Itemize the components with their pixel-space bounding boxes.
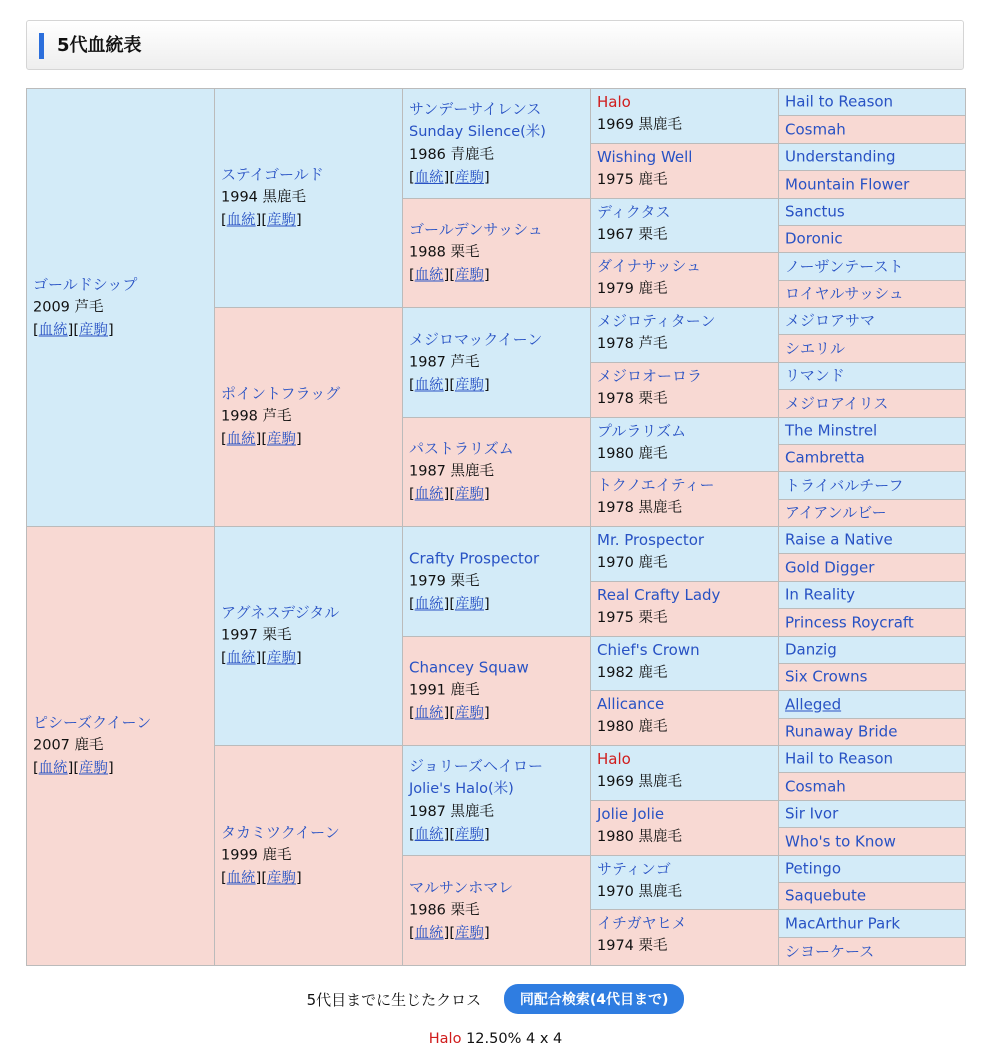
pedigree-cell-gen4 — [591, 746, 779, 801]
cell-content — [779, 639, 965, 662]
horse-birth-year-color: 1997 栗毛 — [221, 627, 292, 644]
cell-content — [779, 283, 965, 306]
cell-content — [403, 98, 590, 190]
cell-content — [779, 775, 965, 798]
cell-content — [215, 383, 402, 452]
bloodline-link[interactable]: 血統 — [414, 596, 444, 612]
offspring-link[interactable]: 産駒 — [267, 870, 296, 886]
bloodline-link[interactable]: 血統 — [226, 431, 256, 448]
cell-content — [591, 856, 778, 904]
cell-content — [779, 255, 965, 278]
cell-content — [779, 447, 965, 470]
cell-content — [591, 472, 778, 520]
cell-content — [779, 556, 965, 579]
cell-content — [779, 502, 965, 525]
offspring-link[interactable]: 産駒 — [455, 377, 484, 393]
offspring-link[interactable]: 産駒 — [267, 212, 296, 229]
horse-links: [血統][産駒] — [221, 212, 302, 229]
horse-name-link[interactable]: Allicance — [597, 695, 665, 713]
bloodline-link[interactable]: 血統 — [226, 870, 256, 886]
horse-name-link[interactable]: Runaway Bride — [785, 722, 898, 741]
horse-birth-year-color: 1979 栗毛 — [409, 573, 480, 589]
pedigree-table — [26, 88, 966, 966]
pedigree-cell-gen3 — [403, 308, 591, 418]
pedigree-cell-gen5 — [779, 664, 965, 691]
horse-name-link[interactable]: サティンゴ — [597, 860, 671, 878]
cell-content — [779, 228, 965, 251]
horse-name-link[interactable]: トクノエイティー — [597, 476, 715, 494]
bloodline-link[interactable]: 血統 — [414, 486, 444, 503]
horse-name-link[interactable]: Cambretta — [785, 448, 865, 467]
pedigree-cell-gen5 — [779, 582, 965, 609]
cell-content — [779, 666, 965, 689]
horse-links: [血統][産駒] — [409, 596, 490, 612]
horse-name-link[interactable]: Six Crowns — [785, 667, 868, 686]
pedigree-cell-gen5 — [779, 335, 965, 363]
header-accent-bar — [39, 33, 44, 59]
horse-links: [血統][産駒] — [33, 760, 114, 777]
horse-birth-year-color: 1979 鹿毛 — [597, 281, 668, 297]
horse-name-link[interactable]: Chancey Squaw — [409, 658, 529, 677]
horse-birth-year-color: 1978 芦毛 — [597, 336, 668, 352]
pedigree-cell-gen5 — [779, 691, 965, 719]
horse-name-link[interactable]: アイアンルビー — [785, 503, 887, 522]
horse-birth-year-color: 1978 栗毛 — [597, 391, 668, 407]
pedigree-cell-gen2 — [215, 89, 403, 308]
pedigree-cell-gen1 — [27, 527, 215, 965]
horse-name-link[interactable]: Cosmah — [785, 777, 846, 795]
horse-birth-year-color: 1998 芦毛 — [221, 408, 292, 425]
horse-birth-year-color: 1986 栗毛 — [409, 902, 480, 918]
horse-name-link[interactable]: ダイナサッシュ — [597, 257, 702, 275]
horse-birth-year-color: 1987 黒鹿毛 — [409, 463, 495, 480]
horse-links: [血統][産駒] — [33, 322, 114, 338]
cross-pattern: 4 x 4 — [525, 1031, 563, 1047]
pedigree-cell-gen5 — [779, 773, 965, 801]
horse-birth-year-color: 1994 黒鹿毛 — [221, 189, 307, 206]
cell-content — [591, 144, 778, 192]
cell-content — [779, 803, 965, 826]
pedigree-cell-gen1 — [27, 89, 215, 527]
cell-content — [215, 821, 402, 890]
cell-content — [779, 173, 965, 196]
cell-content — [591, 582, 778, 630]
offspring-link[interactable]: 産駒 — [455, 705, 484, 722]
cell-content — [215, 164, 402, 233]
same-mating-search-button[interactable]: 同配合検索(4代目まで) — [504, 984, 685, 1014]
horse-birth-year-color: 1999 鹿毛 — [221, 847, 292, 863]
horse-name-link[interactable]: ステイゴールド — [221, 165, 324, 184]
bloodline-link[interactable]: 血統 — [414, 826, 444, 843]
pedigree-cell-gen5 — [779, 226, 965, 253]
pedigree-cell-gen5 — [779, 89, 965, 116]
pedigree-cell-gen2 — [215, 746, 403, 965]
horse-name-link[interactable]: Raise a Native — [785, 530, 893, 549]
horse-name-link[interactable]: メジロアサマ — [785, 311, 876, 330]
cell-content — [591, 199, 778, 247]
horse-birth-year-color: 1978 黒鹿毛 — [597, 500, 683, 516]
bloodline-link[interactable]: 血統 — [414, 267, 444, 284]
pedigree-cell-gen4 — [591, 910, 779, 965]
pedigree-cell-gen5 — [779, 856, 965, 883]
cell-content — [779, 721, 965, 744]
cell-content — [779, 146, 965, 169]
horse-birth-year-color: 1980 鹿毛 — [597, 719, 668, 735]
pedigree-cell-gen4 — [591, 801, 779, 856]
cell-content — [403, 438, 590, 507]
cell-content — [779, 529, 965, 552]
horse-name-link[interactable]: パストラリズム — [409, 439, 514, 458]
horse-name-link[interactable]: メジロオーロラ — [597, 367, 703, 385]
horse-name-link[interactable]: リマンド — [785, 366, 845, 385]
pedigree-cell-gen5 — [779, 171, 965, 199]
cell-content — [591, 363, 778, 411]
horse-name-link[interactable]: Sanctus — [785, 202, 845, 221]
pedigree-cell-gen5 — [779, 363, 965, 390]
horse-birth-year-color: 1975 栗毛 — [597, 610, 668, 626]
horse-name-link[interactable]: Cosmah — [785, 120, 846, 138]
pedigree-cell-gen3 — [403, 856, 591, 965]
cell-content — [779, 337, 965, 360]
pedigree-cell-gen5 — [779, 609, 965, 637]
bloodline-link[interactable]: 血統 — [226, 650, 256, 667]
horse-links: [血統][産駒] — [409, 826, 490, 843]
cell-content — [591, 418, 778, 466]
cell-content — [779, 912, 965, 935]
cell-content — [403, 547, 590, 616]
cell-content — [779, 201, 965, 224]
bloodline-link[interactable]: 血統 — [226, 212, 256, 229]
pedigree-cell-gen5 — [779, 801, 965, 828]
pedigree-cell-gen3 — [403, 527, 591, 637]
horse-name-link[interactable]: Danzig — [785, 640, 837, 659]
offspring-link[interactable]: 産駒 — [455, 267, 484, 284]
cross-label: 5代目までに生じたクロス — [306, 990, 482, 1009]
cross-entry — [0, 1031, 991, 1047]
horse-birth-year-color: 1980 黒鹿毛 — [597, 829, 683, 845]
horse-birth-year-color: 1980 鹿毛 — [597, 446, 668, 462]
cell-content — [779, 474, 965, 497]
horse-english-name-link[interactable]: Sunday Silence(米) — [409, 123, 546, 140]
horse-birth-year-color: 1969 黒鹿毛 — [597, 774, 683, 790]
horse-name-link[interactable]: ゴールドシップ — [33, 275, 138, 293]
cell-content — [403, 876, 590, 945]
horse-name-link[interactable]: Hail to Reason — [785, 92, 894, 111]
horse-birth-year-color: 1987 芦毛 — [409, 354, 480, 370]
cell-content — [27, 712, 214, 781]
cell-content — [779, 693, 965, 716]
pedigree-cell-gen4 — [591, 856, 779, 910]
horse-name-link[interactable]: Gold Digger — [785, 558, 875, 576]
cell-content — [403, 328, 590, 397]
pedigree-cell-gen4 — [591, 582, 779, 637]
horse-links: [血統][産駒] — [409, 705, 490, 722]
pedigree-cell-gen4 — [591, 527, 779, 582]
cell-content — [779, 392, 965, 415]
pedigree-cell-gen3 — [403, 418, 591, 527]
offspring-link[interactable]: 産駒 — [455, 596, 484, 612]
pedigree-cell-gen5 — [779, 472, 965, 500]
pedigree-cell-gen4 — [591, 472, 779, 527]
horse-name-link[interactable]: シヨーケース — [785, 942, 875, 960]
pedigree-cell-gen5 — [779, 637, 965, 664]
cell-content — [779, 940, 965, 963]
horse-name-link[interactable]: ピシーズクイーン — [33, 713, 152, 732]
horse-birth-year-color: 1970 黒鹿毛 — [597, 884, 683, 900]
horse-name-link[interactable]: プルラリズム — [597, 422, 687, 440]
pedigree-cell-gen5 — [779, 554, 965, 582]
horse-name-link[interactable]: ロイヤルサッシュ — [785, 284, 904, 303]
horse-name-link[interactable]: Doronic — [785, 229, 843, 248]
section-header — [26, 20, 964, 70]
horse-links: [血統][産駒] — [409, 267, 490, 284]
cell-content — [403, 219, 590, 288]
pedigree-cell-gen5 — [779, 828, 965, 856]
pedigree-cell-gen5 — [779, 910, 965, 938]
cell-content — [779, 310, 965, 333]
pedigree-cell-gen5 — [779, 445, 965, 472]
horse-birth-year-color: 2007 鹿毛 — [33, 737, 104, 754]
horse-name-link[interactable]: ゴールデンサッシュ — [409, 220, 543, 239]
pedigree-cell-gen4 — [591, 199, 779, 253]
pedigree-cell-gen5 — [779, 883, 965, 910]
pedigree-cell-gen5 — [779, 253, 965, 281]
horse-birth-year-color: 1974 栗毛 — [597, 938, 668, 954]
bloodline-link[interactable]: 血統 — [414, 377, 444, 393]
cell-content — [779, 858, 965, 881]
horse-name-link[interactable]: Mr. Prospector — [597, 531, 705, 549]
horse-birth-year-color: 1975 鹿毛 — [597, 172, 668, 188]
horse-birth-year-color: 1970 鹿毛 — [597, 555, 668, 571]
horse-name-link[interactable]: アグネスデジタル — [221, 603, 340, 622]
cell-content — [779, 584, 965, 607]
horse-links: [血統][産駒] — [221, 431, 302, 448]
horse-name-link[interactable]: シエリル — [785, 339, 846, 357]
pedigree-cell-gen4 — [591, 144, 779, 199]
pedigree-cell-gen4 — [591, 253, 779, 308]
offspring-link[interactable]: 産駒 — [267, 431, 296, 448]
bloodline-link[interactable]: 血統 — [414, 169, 444, 186]
pedigree-cell-gen5 — [779, 418, 965, 445]
horse-name-link[interactable]: タカミツクイーン — [221, 823, 340, 841]
cell-content — [779, 830, 965, 853]
cell-content — [591, 89, 778, 137]
cell-content — [779, 118, 965, 141]
pedigree-cell-gen5 — [779, 719, 965, 746]
cell-content — [403, 755, 590, 847]
cross-percent: 12.50% — [466, 1031, 522, 1047]
cell-content — [591, 637, 778, 685]
horse-name-link[interactable]: ディクタス — [597, 203, 671, 221]
horse-name-link[interactable]: Alleged — [785, 695, 842, 713]
horse-name-link[interactable]: マルサンホマレ — [409, 878, 514, 896]
horse-links: [血統][産駒] — [409, 925, 490, 941]
pedigree-cell-gen4 — [591, 363, 779, 418]
horse-name-link[interactable]: Halo — [597, 750, 631, 768]
horse-name-link[interactable]: メジロティターン — [597, 312, 716, 330]
pedigree-cell-gen4 — [591, 308, 779, 363]
horse-name-link[interactable]: Princess Roycraft — [785, 613, 914, 631]
horse-english-name-link[interactable]: Jolie's Halo(米) — [409, 780, 514, 797]
horse-links: [血統][産駒] — [409, 486, 490, 503]
horse-name-link[interactable]: Hail to Reason — [785, 749, 894, 768]
pedigree-cell-gen5 — [779, 746, 965, 773]
pedigree-cell-gen5 — [779, 500, 965, 527]
cell-content — [591, 308, 778, 356]
cross-section — [0, 984, 991, 1014]
horse-name-link[interactable]: Chief's Crown — [597, 641, 700, 659]
horse-links: [血統][産駒] — [409, 377, 490, 393]
bloodline-link[interactable]: 血統 — [38, 322, 68, 338]
pedigree-cell-gen5 — [779, 199, 965, 226]
cell-content — [779, 885, 965, 908]
horse-links: [血統][産駒] — [221, 650, 302, 667]
cell-content — [779, 611, 965, 634]
pedigree-cell-gen3 — [403, 89, 591, 199]
pedigree-cell-gen5 — [779, 281, 965, 308]
horse-name-link[interactable]: Sir Ivor — [785, 804, 839, 823]
offspring-link[interactable]: 産駒 — [455, 169, 484, 186]
pedigree-cell-gen3 — [403, 746, 591, 856]
cell-content — [27, 273, 214, 342]
horse-name-link[interactable]: ノーザンテースト — [785, 257, 904, 275]
horse-name-link[interactable]: Understanding — [785, 147, 896, 166]
horse-name-link[interactable]: In Reality — [785, 585, 855, 604]
cell-content — [591, 253, 778, 301]
horse-name-link[interactable]: MacArthur Park — [785, 914, 901, 932]
cell-content — [215, 602, 402, 671]
cell-content — [591, 801, 778, 849]
offspring-link[interactable]: 産駒 — [455, 486, 484, 503]
horse-name-link[interactable]: ポイントフラッグ — [221, 384, 341, 403]
horse-links: [血統][産駒] — [221, 870, 302, 886]
pedigree-cell-gen3 — [403, 199, 591, 308]
horse-name-link[interactable]: メジロマックイーン — [409, 330, 543, 348]
pedigree-cell-gen4 — [591, 691, 779, 746]
cross-horse-link[interactable]: Halo — [428, 1031, 462, 1047]
horse-birth-year-color: 1988 栗毛 — [409, 244, 480, 261]
cell-content — [779, 365, 965, 388]
horse-name-link[interactable]: トライバルチーフ — [785, 476, 904, 494]
offspring-link[interactable]: 産駒 — [79, 760, 108, 777]
horse-name-link[interactable]: メジロアイリス — [785, 394, 889, 412]
offspring-link[interactable]: 産駒 — [267, 650, 296, 667]
horse-name-link[interactable]: ジョリーズヘイロー — [409, 756, 543, 775]
pedigree-cell-gen4 — [591, 418, 779, 472]
pedigree-cell-gen4 — [591, 89, 779, 144]
horse-name-link[interactable]: サンデーサイレンス — [409, 99, 542, 118]
cell-content — [779, 91, 965, 114]
offspring-link[interactable]: 産駒 — [79, 322, 108, 338]
horse-birth-year-color: 1967 栗毛 — [597, 227, 668, 243]
pedigree-cell-gen5 — [779, 938, 965, 965]
cell-content — [403, 657, 590, 726]
pedigree-cell-gen5 — [779, 116, 965, 144]
horse-name-link[interactable]: Who's to Know — [785, 832, 896, 850]
horse-name-link[interactable]: Halo — [597, 93, 631, 111]
cell-content — [591, 746, 778, 794]
pedigree-cell-gen5 — [779, 527, 965, 554]
horse-birth-year-color: 1969 黒鹿毛 — [597, 117, 683, 133]
cell-content — [779, 748, 965, 771]
pedigree-cell-gen5 — [779, 390, 965, 418]
bloodline-link[interactable]: 血統 — [38, 760, 68, 777]
cell-content — [779, 420, 965, 443]
horse-name-link[interactable]: The Minstrel — [785, 421, 878, 440]
horse-name-link[interactable]: Real Crafty Lady — [597, 586, 721, 604]
horse-birth-year-color: 2009 芦毛 — [33, 299, 104, 315]
horse-name-link[interactable]: Crafty Prospector — [409, 549, 540, 567]
horse-birth-year-color: 1987 黒鹿毛 — [409, 803, 495, 820]
offspring-link[interactable]: 産駒 — [455, 826, 484, 843]
bloodline-link[interactable]: 血統 — [414, 705, 444, 722]
horse-name-link[interactable]: Wishing Well — [597, 148, 693, 166]
horse-name-link[interactable]: イチガヤヒメ — [597, 914, 687, 932]
pedigree-cell-gen4 — [591, 637, 779, 691]
horse-name-link[interactable]: Petingo — [785, 859, 841, 878]
pedigree-cell-gen3 — [403, 637, 591, 746]
horse-birth-year-color: 1991 鹿毛 — [409, 682, 480, 699]
cell-content — [591, 910, 778, 958]
horse-birth-year-color: 1986 青鹿毛 — [409, 146, 495, 163]
pedigree-cell-gen2 — [215, 527, 403, 746]
pedigree-cell-gen5 — [779, 308, 965, 335]
horse-name-link[interactable]: Jolie Jolie — [597, 805, 665, 823]
section-title: 5代血統表 — [57, 35, 142, 56]
pedigree-cell-gen2 — [215, 308, 403, 527]
horse-birth-year-color: 1982 鹿毛 — [597, 665, 668, 681]
horse-name-link[interactable]: Mountain Flower — [785, 175, 910, 193]
offspring-link[interactable]: 産駒 — [455, 925, 484, 941]
horse-links: [血統][産駒] — [409, 169, 490, 186]
cell-content — [591, 691, 778, 739]
bloodline-link[interactable]: 血統 — [414, 925, 444, 941]
cell-content — [591, 527, 778, 575]
horse-name-link[interactable]: Saquebute — [785, 886, 867, 905]
pedigree-cell-gen5 — [779, 144, 965, 171]
